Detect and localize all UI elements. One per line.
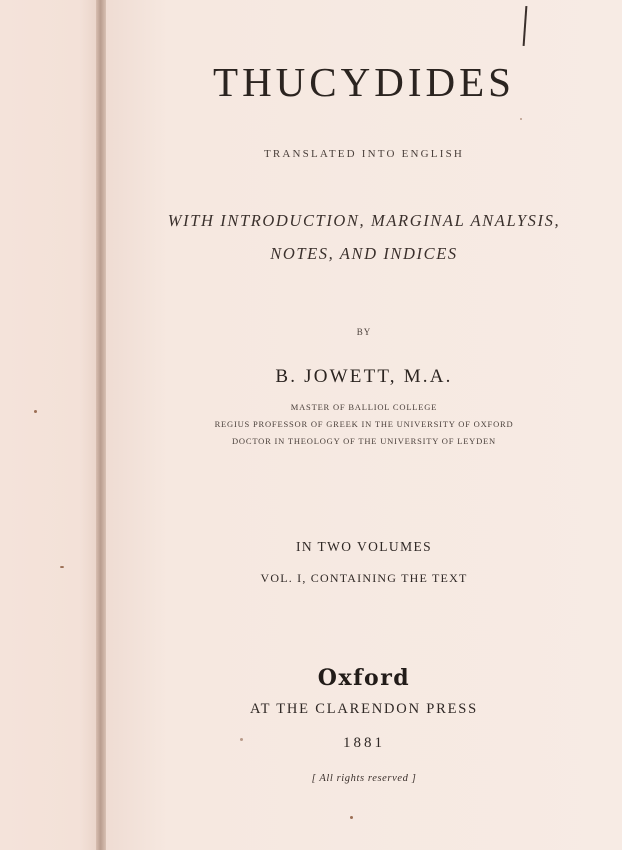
paper-speck [350, 816, 353, 819]
subtitle-intro-line2: NOTES, AND INDICES [270, 244, 458, 263]
publisher-name: AT THE CLARENDON PRESS [250, 701, 478, 717]
subtitle-translated: TRANSLATED INTO ENGLISH [263, 148, 465, 160]
book-gutter [96, 0, 106, 850]
volume-contents: VOL. I, CONTAINING THE TEXT [260, 571, 468, 585]
facing-page [0, 0, 100, 850]
author-credential: DOCTOR IN THEOLOGY OF THE UNIVERSITY OF LEYDEN [231, 436, 496, 446]
paper-speck [34, 410, 37, 413]
author-credential: REGIUS PROFESSOR OF GREEK IN THE UNIVERSITY OF OXFORD [214, 419, 514, 429]
author-credential: MASTER OF BALLIOL COLLEGE [290, 402, 438, 412]
by-label: BY [356, 327, 372, 337]
publication-year: 1881 [343, 735, 385, 751]
paper-speck [520, 118, 522, 120]
subtitle-intro-line1: WITH INTRODUCTION, MARGINAL ANALYSIS, [167, 211, 561, 230]
author-name: B. JOWETT, M.A. [275, 366, 453, 387]
book-title: THUCYDIDES [213, 59, 515, 105]
volumes-note: IN TWO VOLUMES [295, 539, 433, 554]
paper-speck [60, 566, 64, 568]
rights-notice: [ All rights reserved ] [311, 773, 417, 784]
publication-place: Oxford [317, 665, 411, 691]
